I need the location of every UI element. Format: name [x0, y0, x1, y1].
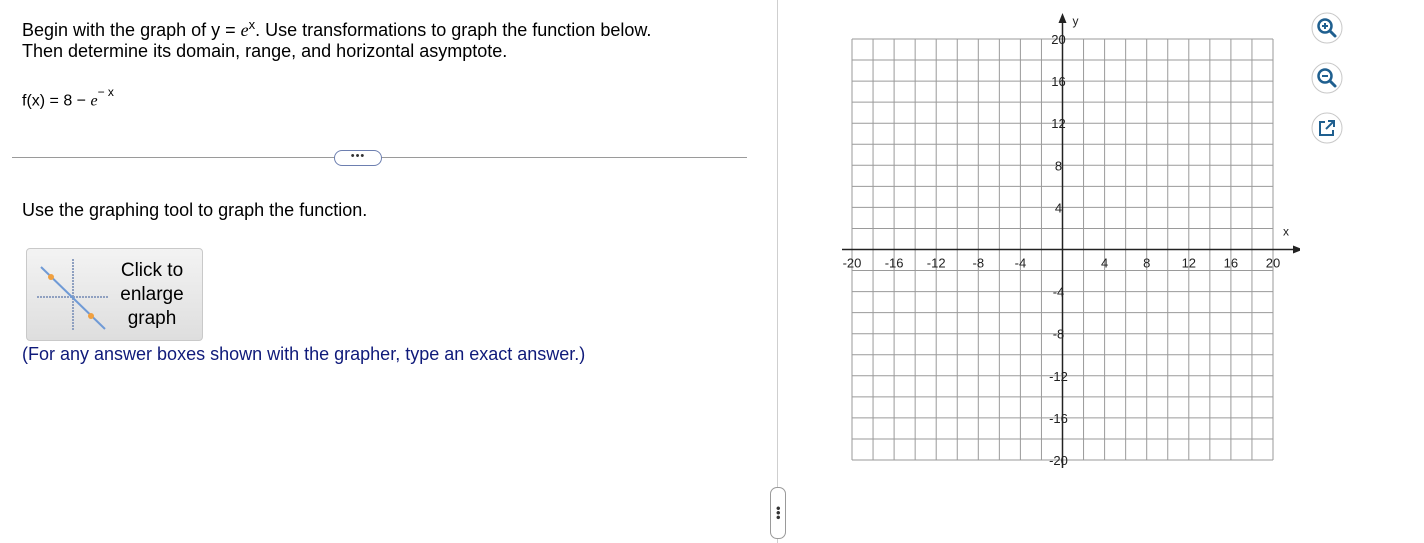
x-tick-label: 4: [1100, 255, 1109, 271]
y-tick-label: 12: [1051, 116, 1066, 132]
question-line-2: Then determine its domain, range, and horizontal asymptote.: [22, 41, 508, 61]
x-axis-label: x: [1283, 224, 1289, 239]
function-expression: [22, 85, 114, 110]
zoom-in-icon[interactable]: [1311, 12, 1343, 44]
pane-resize-handle[interactable]: •••: [770, 487, 786, 539]
exact-answer-note: (For any answer boxes shown with the grapher, type an exact answer.): [22, 344, 586, 364]
x-tick-label: -16: [884, 255, 904, 271]
x-tick-label: -20: [842, 255, 862, 271]
zoom-out-icon[interactable]: [1311, 62, 1343, 94]
x-tick-label: 16: [1223, 255, 1239, 271]
x-axis-arrow: [1293, 246, 1300, 254]
exp-base: e: [240, 20, 249, 40]
question-text-start: Begin with the graph of y =: [22, 20, 241, 40]
y-tick-label: -8: [1052, 326, 1065, 342]
y-tick-label: -12: [1049, 368, 1068, 384]
y-axis-label: y: [1072, 14, 1079, 28]
function-prefix: f(x) = 8 −: [22, 92, 91, 110]
y-tick-label: 16: [1051, 74, 1066, 90]
exp-power: x: [248, 17, 256, 32]
x-tick-label: -12: [926, 255, 946, 271]
graph-thumbnail-icon: [35, 257, 111, 333]
x-tick-label: 8: [1143, 255, 1151, 271]
function-exponent: − x: [97, 85, 114, 99]
enlarge-graph-button[interactable]: [26, 248, 203, 341]
y-tick-label: 8: [1054, 158, 1063, 174]
x-tick-label: 20: [1265, 255, 1281, 271]
function-base: e: [90, 92, 98, 110]
y-tick-label: -20: [1049, 453, 1068, 468]
external-link-icon[interactable]: [1311, 112, 1343, 144]
y-axis-arrow: [1059, 13, 1067, 23]
question-text-end: . Use transformations to graph the function below.: [255, 20, 652, 40]
coordinate-grid[interactable]: [800, 0, 1300, 500]
x-tick-label: -8: [972, 255, 985, 271]
question-line-1: [22, 13, 651, 42]
instruction-text: Use the graphing tool to graph the function.: [22, 200, 368, 220]
y-tick-label: 20: [1051, 32, 1066, 47]
x-tick-label: -4: [1014, 255, 1027, 271]
y-tick-label: 4: [1054, 200, 1063, 216]
enlarge-graph-label: Click to enlarge graph: [120, 260, 184, 329]
y-tick-label: -16: [1049, 410, 1068, 426]
pane-divider: [777, 0, 778, 543]
show-more-button[interactable]: •••: [334, 150, 382, 166]
y-tick-label: -4: [1052, 284, 1065, 300]
x-tick-label: 12: [1181, 255, 1197, 271]
